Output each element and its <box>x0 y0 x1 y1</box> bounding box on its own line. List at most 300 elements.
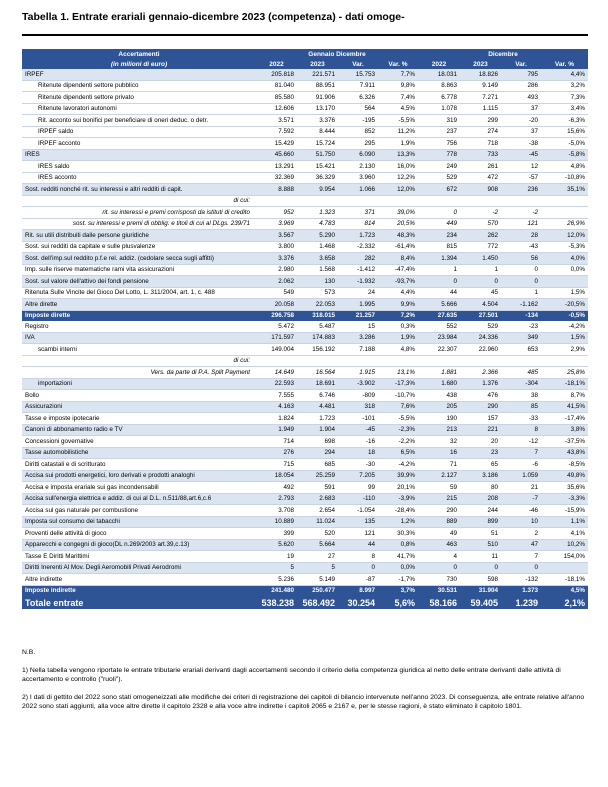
row-value: 6.778 <box>418 92 460 104</box>
row-value: 249 <box>418 161 460 173</box>
row-value <box>501 355 541 367</box>
row-value: 449 <box>418 218 460 230</box>
row-value: 4.163 <box>256 401 297 413</box>
row-value: 51.750 <box>297 149 338 161</box>
row-value: -30 <box>338 459 378 471</box>
row-value: 7.271 <box>460 92 501 104</box>
table-row <box>22 493 588 505</box>
table-row <box>22 436 588 448</box>
table-row <box>22 230 588 242</box>
row-value: 1.723 <box>338 230 378 242</box>
table-row <box>22 562 588 574</box>
row-value: 65 <box>460 459 501 471</box>
row-value: -28,4% <box>378 505 418 517</box>
row-value: 349 <box>501 332 541 344</box>
row-value: -20,5% <box>541 299 588 311</box>
row-value: 318 <box>338 401 378 413</box>
row-value: 8.863 <box>418 80 460 92</box>
header-col: Var. <box>338 59 378 69</box>
row-value <box>256 355 297 367</box>
row-label: sost. su interessi e premi di obblig. e titoli di cui al DLgs. 239/71 <box>22 218 256 230</box>
row-value: 205.818 <box>256 69 297 80</box>
row-value: 154,0% <box>541 551 588 563</box>
row-label: Assicurazioni <box>22 401 256 413</box>
row-value: 36.329 <box>297 172 338 184</box>
row-value: -3,9% <box>378 493 418 505</box>
row-value: -1,7% <box>378 574 418 586</box>
row-label: Ritenute dipendenti settore privato <box>22 92 256 104</box>
row-value <box>541 562 588 574</box>
row-label: Sost. sul valore dell'attivo dei fondi pensione <box>22 276 256 288</box>
row-value: 49,8% <box>541 470 588 482</box>
row-value: 12,0% <box>378 184 418 196</box>
row-value <box>338 355 378 367</box>
row-value: 221.571 <box>297 69 338 80</box>
table-row <box>22 138 588 150</box>
row-value: 71 <box>418 459 460 471</box>
row-value: 463 <box>418 539 460 551</box>
header-group-gennaio-dicembre: Gennaio Dicembre <box>256 49 418 59</box>
row-value: 135 <box>338 516 378 528</box>
row-value: -47,4% <box>378 264 418 276</box>
row-label: Tasse E Diritti Marittimi <box>22 551 256 563</box>
row-value: 1.995 <box>338 299 378 311</box>
row-value: 714 <box>256 436 297 448</box>
row-value: 8.997 <box>338 585 378 596</box>
row-value: 1.723 <box>297 413 338 425</box>
row-value: -10,7% <box>378 390 418 402</box>
row-value: 3.571 <box>256 115 297 127</box>
row-value <box>460 195 501 207</box>
row-label: Imposte dirette <box>22 310 256 321</box>
row-value: 27.635 <box>418 310 460 321</box>
table-row <box>22 470 588 482</box>
row-value: 438 <box>418 390 460 402</box>
row-label: Registro <box>22 321 256 332</box>
row-value: 45 <box>460 287 501 299</box>
row-value: 221 <box>460 424 501 436</box>
row-value: -93,7% <box>378 276 418 288</box>
table-row <box>22 149 588 161</box>
row-value: 4,4% <box>378 287 418 299</box>
row-label: Accisa sul gas naturale per combustione <box>22 505 256 517</box>
row-value: 58.166 <box>418 596 460 609</box>
row-label: Accisa sull'energia elettrica e addiz. di cui al D.L. n.511/88,art.6,c.6 <box>22 493 256 505</box>
row-label: Accisa e imposta erariale sui gas incondensabili <box>22 482 256 494</box>
row-value: 25,8% <box>541 367 588 379</box>
row-value: 715 <box>256 459 297 471</box>
row-value <box>256 195 297 207</box>
row-value: -16 <box>338 436 378 448</box>
row-value: 0 <box>418 562 460 574</box>
row-value: 3.376 <box>297 115 338 127</box>
row-value: 171.597 <box>256 332 297 344</box>
row-value: -809 <box>338 390 378 402</box>
row-value: 241.480 <box>256 585 297 596</box>
row-value: 2.654 <box>297 505 338 517</box>
row-value: 1 <box>501 287 541 299</box>
row-value: 7,3% <box>541 92 588 104</box>
row-label: Vers. da parte di P.A. Split Payment <box>22 367 256 379</box>
row-label: Rit. su utili distribuiti dalle persone giuridiche <box>22 230 256 242</box>
row-value: 13.291 <box>256 161 297 173</box>
row-value: 213 <box>418 424 460 436</box>
row-value: 290 <box>418 505 460 517</box>
row-label: Altre dirette <box>22 299 256 311</box>
note-1: 1) Nella tabella vengono riportate le entrate tributarie erariali derivanti dagli accertamenti secondo il criterio della competenza giuridica al netto delle entrate derivanti dalle attività di accertamento e controllo ("ruoli"). <box>22 666 561 683</box>
row-value: 538.238 <box>256 596 297 609</box>
row-value: -1.162 <box>501 299 541 311</box>
row-label: Imposta sul consumo dei tabacchi <box>22 516 256 528</box>
table-row <box>22 92 588 104</box>
table-row <box>22 69 588 80</box>
row-value: 56 <box>501 253 541 265</box>
row-value: 0,0% <box>378 562 418 574</box>
row-value: 814 <box>338 218 378 230</box>
row-value: 4,0% <box>541 253 588 265</box>
row-value: 5.149 <box>297 574 338 586</box>
row-value: 8 <box>338 551 378 563</box>
table-row <box>22 596 588 609</box>
row-value: 80 <box>460 482 501 494</box>
row-value: 18.826 <box>460 69 501 80</box>
table-row <box>22 344 588 356</box>
row-value: 21 <box>501 482 541 494</box>
row-value: 492 <box>256 482 297 494</box>
row-value: 20,1% <box>378 482 418 494</box>
row-value: 7.555 <box>256 390 297 402</box>
row-value: 41,5% <box>541 401 588 413</box>
row-value: 1.568 <box>297 264 338 276</box>
row-value: 529 <box>418 172 460 184</box>
row-value: 12,0% <box>541 230 588 242</box>
row-value: -2 <box>501 207 541 219</box>
row-value: 520 <box>297 528 338 540</box>
row-value <box>418 195 460 207</box>
row-value: 756 <box>418 138 460 150</box>
row-value: -45 <box>338 424 378 436</box>
row-value: 11 <box>460 551 501 563</box>
row-value: -2.332 <box>338 241 378 253</box>
table-row <box>22 253 588 265</box>
table-row <box>22 574 588 586</box>
row-value: 5.666 <box>418 299 460 311</box>
row-value <box>541 276 588 288</box>
row-value: 30,3% <box>378 528 418 540</box>
row-value: -18,1% <box>541 574 588 586</box>
row-value: -304 <box>501 378 541 390</box>
row-label: Proventi delle attività di gioco <box>22 528 256 540</box>
table-row <box>22 367 588 379</box>
row-value: 7.911 <box>338 80 378 92</box>
row-value: 7,2% <box>378 310 418 321</box>
row-value: 48,3% <box>378 230 418 242</box>
row-value: 1.059 <box>501 470 541 482</box>
row-value: 21.257 <box>338 310 378 321</box>
row-label: Imp. sulle riserve matematiche rami vita assicurazioni <box>22 264 256 276</box>
row-value: 296.758 <box>256 310 297 321</box>
row-value: 5.487 <box>297 321 338 332</box>
row-value: 1.078 <box>418 103 460 115</box>
row-value: 18.691 <box>297 378 338 390</box>
table-row <box>22 332 588 344</box>
row-value: -3.902 <box>338 378 378 390</box>
row-value: 81.040 <box>256 80 297 92</box>
row-value: 476 <box>460 390 501 402</box>
row-value: 3,4% <box>541 103 588 115</box>
row-label: IRES saldo <box>22 161 256 173</box>
row-value <box>541 195 588 207</box>
row-label: IRES acconto <box>22 172 256 184</box>
row-value: -101 <box>338 413 378 425</box>
row-value: 472 <box>460 172 501 184</box>
row-value: 0 <box>501 264 541 276</box>
row-value: 290 <box>460 401 501 413</box>
row-value: -110 <box>338 493 378 505</box>
revenue-table <box>22 49 588 609</box>
row-label: IVA <box>22 332 256 344</box>
row-value: 889 <box>418 516 460 528</box>
row-value: 2.683 <box>297 493 338 505</box>
row-value: 276 <box>256 447 297 459</box>
table-row <box>22 80 588 92</box>
row-value: 772 <box>460 241 501 253</box>
row-value: 0 <box>460 562 501 574</box>
table-body <box>22 69 588 609</box>
row-value: 157 <box>460 413 501 425</box>
row-value: 23 <box>460 447 501 459</box>
row-value <box>297 355 338 367</box>
row-value: 7,6% <box>378 401 418 413</box>
row-value: 9.954 <box>297 184 338 196</box>
row-value: 44 <box>338 539 378 551</box>
header-col: 2022 <box>256 59 297 69</box>
row-value: -5,8% <box>541 149 588 161</box>
row-value: 1,5% <box>541 287 588 299</box>
row-label: di cui: <box>22 355 256 367</box>
row-value: 237 <box>418 126 460 138</box>
row-label: rit. su interessi e premi corrisposti da istituti di credito <box>22 207 256 219</box>
row-value: 1.915 <box>338 367 378 379</box>
row-label: Totale entrate <box>22 596 256 609</box>
row-value: 59 <box>418 482 460 494</box>
row-value: 815 <box>418 241 460 253</box>
row-value: 493 <box>501 92 541 104</box>
table-row <box>22 401 588 413</box>
row-label: Imposte indirette <box>22 585 256 596</box>
row-value: 4,1% <box>541 528 588 540</box>
row-label: Sost. redditi nonché rit. su interessi e altri redditi di capit. <box>22 184 256 196</box>
row-value: 15.753 <box>338 69 378 80</box>
row-label: Ritenute lavoratori autonomi <box>22 103 256 115</box>
row-value: 778 <box>418 149 460 161</box>
row-value: 3,8% <box>541 424 588 436</box>
row-value: -38 <box>501 138 541 150</box>
row-value: 795 <box>501 69 541 80</box>
row-label: Ritenute dipendenti settore pubblico <box>22 80 256 92</box>
row-label: Diritti catastali e di scritturato <box>22 459 256 471</box>
row-value: -5,0% <box>541 138 588 150</box>
row-value: -132 <box>501 574 541 586</box>
table-row <box>22 321 588 332</box>
row-value: 908 <box>460 184 501 196</box>
row-value: 3.658 <box>297 253 338 265</box>
row-value: 4,5% <box>541 585 588 596</box>
row-label: IRPEF saldo <box>22 126 256 138</box>
row-value: 37 <box>501 126 541 138</box>
row-value <box>541 355 588 367</box>
row-value: 8.444 <box>297 126 338 138</box>
row-value: 215 <box>418 493 460 505</box>
row-value: 30.254 <box>338 596 378 609</box>
row-value: 45.660 <box>256 149 297 161</box>
row-value: 1,2% <box>378 516 418 528</box>
row-value: -12 <box>501 436 541 448</box>
table-row <box>22 378 588 390</box>
header-group-dicembre: Dicembre <box>418 49 588 59</box>
row-value: 294 <box>297 447 338 459</box>
row-value: 318.015 <box>297 310 338 321</box>
row-value: 564 <box>338 103 378 115</box>
row-value: -33 <box>501 413 541 425</box>
row-value: 1.373 <box>501 585 541 596</box>
row-value: 1.949 <box>256 424 297 436</box>
row-value: 6.090 <box>338 149 378 161</box>
title-rule <box>22 34 588 36</box>
row-label: Canoni di abbonamento radio e TV <box>22 424 256 436</box>
table-row <box>22 195 588 207</box>
row-label: Tasse automobilistiche <box>22 447 256 459</box>
row-value: 1.824 <box>256 413 297 425</box>
row-value: 7.205 <box>338 470 378 482</box>
table-row <box>22 585 588 596</box>
row-value: 0 <box>460 276 501 288</box>
row-value: -2 <box>460 207 501 219</box>
row-value: 5.236 <box>256 574 297 586</box>
row-value: 1.115 <box>460 103 501 115</box>
row-value: -3,3% <box>541 493 588 505</box>
row-value: 22.593 <box>256 378 297 390</box>
row-value: 485 <box>501 367 541 379</box>
row-value: 8 <box>501 424 541 436</box>
row-value: 672 <box>418 184 460 196</box>
row-value: 9,9% <box>378 299 418 311</box>
row-value: 3,2% <box>541 80 588 92</box>
row-value: 529 <box>460 321 501 332</box>
row-value: -18,1% <box>541 378 588 390</box>
table-row <box>22 459 588 471</box>
row-value: 37 <box>501 103 541 115</box>
row-value: 19 <box>256 551 297 563</box>
row-value: 85.580 <box>256 92 297 104</box>
table-row <box>22 218 588 230</box>
row-value: 549 <box>256 287 297 299</box>
row-value: -4,2% <box>541 321 588 332</box>
row-value: 2 <box>501 528 541 540</box>
row-value: 51 <box>460 528 501 540</box>
row-value: -17,4% <box>541 413 588 425</box>
table-row <box>22 390 588 402</box>
row-value: 730 <box>418 574 460 586</box>
row-value: 2.130 <box>338 161 378 173</box>
table-row <box>22 528 588 540</box>
row-value: 4.481 <box>297 401 338 413</box>
row-value: 1.450 <box>460 253 501 265</box>
row-value: 899 <box>460 516 501 528</box>
row-value: 274 <box>460 126 501 138</box>
row-value: 5 <box>256 562 297 574</box>
header-row-years <box>22 59 588 69</box>
row-value: 0 <box>338 562 378 574</box>
row-value <box>460 355 501 367</box>
row-label: Concessioni governative <box>22 436 256 448</box>
row-value: 6.746 <box>297 390 338 402</box>
row-value: 733 <box>460 149 501 161</box>
row-value: 0 <box>501 562 541 574</box>
row-value: -61,4% <box>378 241 418 253</box>
row-value: 653 <box>501 344 541 356</box>
row-label: Apparecchi e congegni di gioco(DL n.269/2003 art.39,c.13) <box>22 539 256 551</box>
row-value: 6,5% <box>378 447 418 459</box>
row-value: 0,8% <box>378 539 418 551</box>
row-value: 31.904 <box>460 585 501 596</box>
row-label: di cui: <box>22 195 256 207</box>
row-value: 3.800 <box>256 241 297 253</box>
row-value: -37,5% <box>541 436 588 448</box>
row-value: 20 <box>460 436 501 448</box>
row-value: 208 <box>460 493 501 505</box>
row-value: 1.376 <box>460 378 501 390</box>
row-value <box>378 195 418 207</box>
notes-section <box>22 648 588 720</box>
row-value: 18.054 <box>256 470 297 482</box>
row-value: 28 <box>501 230 541 242</box>
header-col: 2023 <box>297 59 338 69</box>
row-value: 295 <box>338 138 378 150</box>
row-value: 15,6% <box>541 126 588 138</box>
row-label: Bollo <box>22 390 256 402</box>
table-row <box>22 482 588 494</box>
table-row <box>22 551 588 563</box>
row-value: 568.492 <box>297 596 338 609</box>
table-row <box>22 539 588 551</box>
header-accertamenti: Accertamenti <box>22 49 256 59</box>
row-value: 3.708 <box>256 505 297 517</box>
row-value <box>501 195 541 207</box>
row-value: -10,8% <box>541 172 588 184</box>
row-value: 18 <box>338 447 378 459</box>
row-value: 12.606 <box>256 103 297 115</box>
header-col: Var. % <box>541 59 588 69</box>
row-value: 261 <box>460 161 501 173</box>
row-value: 38 <box>501 390 541 402</box>
row-value: 0,0% <box>541 264 588 276</box>
row-value: 3.186 <box>460 470 501 482</box>
row-value: 9.149 <box>460 80 501 92</box>
row-value: 16 <box>418 447 460 459</box>
row-value: 22.053 <box>297 299 338 311</box>
row-value: 156.192 <box>297 344 338 356</box>
row-label: Sost. dell'imp.sul reddito p.f.e rel. addiz. (cedolare secca sugli affitti) <box>22 253 256 265</box>
row-value: 399 <box>256 528 297 540</box>
table-row <box>22 424 588 436</box>
row-label: Tasse e imposte ipotecarie <box>22 413 256 425</box>
row-value: 91.906 <box>297 92 338 104</box>
row-value: -15,9% <box>541 505 588 517</box>
row-value: 14.649 <box>256 367 297 379</box>
row-value: 9,8% <box>378 80 418 92</box>
row-value: 1.881 <box>418 367 460 379</box>
